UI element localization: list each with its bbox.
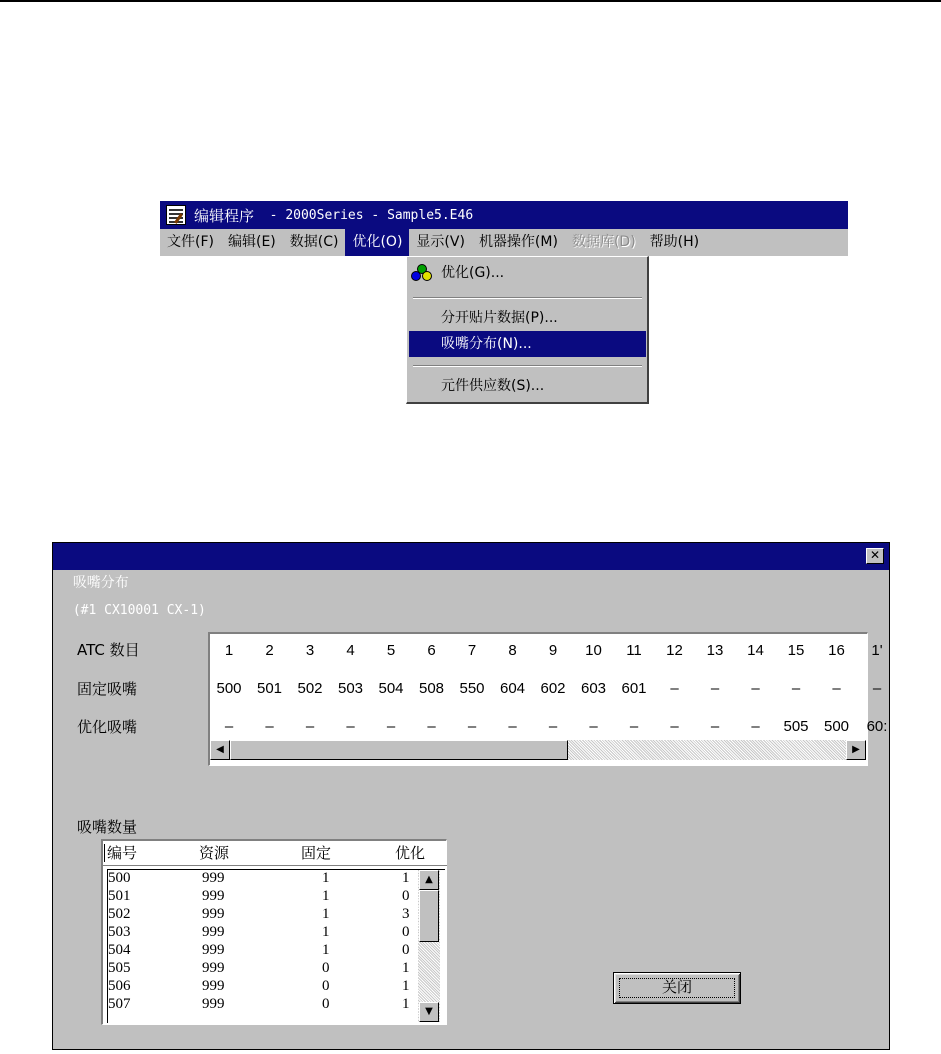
col-header-fixed[interactable]: 固定	[301, 844, 332, 862]
list-cell: 0	[322, 960, 330, 976]
atc-cell: 604	[499, 680, 526, 697]
fixed-nozzle-label: 固定吸嘴	[77, 680, 138, 698]
menu-separator	[413, 365, 642, 367]
menu-item-split-placement-data[interactable]	[409, 305, 646, 331]
edit-program-icon	[166, 205, 186, 225]
atc-cell: 501	[256, 680, 283, 697]
list-cell: 1	[322, 888, 330, 904]
editor-window	[160, 201, 848, 404]
nozzle-list-body[interactable]	[107, 869, 445, 1023]
atc-nozzle-grid	[208, 632, 888, 766]
horizontal-scrollbar[interactable]	[210, 740, 866, 760]
atc-cell: –	[751, 718, 760, 735]
menu-help[interactable]: 帮助(H)	[649, 234, 700, 250]
atc-cell: 504	[378, 680, 404, 697]
atc-cell: 10	[585, 642, 602, 659]
list-cell: 999	[202, 870, 225, 886]
atc-cell: 1	[224, 642, 234, 659]
atc-cell: –	[265, 718, 274, 735]
atc-cell: –	[670, 680, 679, 697]
list-item[interactable]	[108, 941, 428, 959]
list-item[interactable]	[108, 887, 428, 905]
atc-cell: –	[508, 718, 517, 735]
list-cell: 1	[402, 978, 410, 994]
list-cell: 999	[202, 978, 225, 994]
menu-item-nozzle-distribution[interactable]	[409, 331, 646, 357]
atc-cell: 16	[828, 642, 845, 659]
atc-cell: 601	[621, 680, 647, 697]
atc-cell: 15	[787, 642, 805, 659]
menu-item-split-label: 分开贴片数据(P)...	[441, 310, 558, 326]
atc-cell: –	[548, 718, 558, 735]
list-cell: 0	[402, 888, 410, 904]
list-item[interactable]	[108, 869, 428, 887]
list-cell: 999	[202, 942, 225, 958]
atc-cell: –	[710, 718, 720, 735]
list-cell: 3	[402, 906, 410, 922]
menu-item-component-supply[interactable]	[409, 373, 646, 399]
atc-cell: 503	[337, 680, 364, 697]
atc-cell: 6	[427, 642, 436, 659]
col-header-id[interactable]: 编号	[107, 841, 137, 865]
dialog-title-machine: (#1 CX10001 CX-1)	[72, 603, 206, 618]
menu-item-optimize[interactable]	[409, 260, 646, 286]
atc-cell: –	[751, 680, 760, 697]
scroll-right-icon[interactable]: ▶	[846, 740, 866, 760]
menu-separator	[413, 297, 642, 299]
atc-cell: –	[710, 680, 720, 697]
list-cell: 0	[402, 942, 410, 958]
vertical-scroll-thumb[interactable]	[419, 890, 439, 942]
list-cell: 999	[202, 888, 225, 904]
atc-cell: –	[305, 718, 315, 735]
atc-cell: –	[589, 718, 598, 735]
optimize-dropdown-menu	[406, 256, 649, 404]
atc-cell: 7	[467, 642, 477, 659]
atc-cell: –	[427, 718, 436, 735]
list-cell: 500	[108, 870, 131, 886]
nozzle-distribution-dialog	[52, 542, 890, 1050]
menu-item-nozzle-distribution-label: 吸嘴分布(N)...	[441, 336, 532, 352]
list-cell: 504	[108, 942, 131, 958]
list-item[interactable]	[108, 995, 428, 1013]
atc-number-label: ATC 数目	[77, 641, 140, 659]
list-item[interactable]	[108, 977, 428, 995]
atc-cell: –	[386, 718, 396, 735]
list-cell: 507	[108, 996, 131, 1012]
list-cell: 1	[402, 996, 410, 1012]
atc-cell: –	[832, 680, 841, 697]
list-cell: 1	[402, 960, 410, 976]
editor-menu-bar	[160, 229, 848, 256]
atc-cell: 13	[706, 642, 724, 659]
atc-number-row	[210, 640, 883, 662]
optimize-icon	[411, 264, 433, 282]
atc-cell: –	[224, 718, 234, 735]
list-cell: 999	[202, 924, 225, 940]
list-cell: 0	[322, 978, 330, 994]
menu-file[interactable]: 文件(F)	[167, 234, 214, 250]
list-item[interactable]	[108, 959, 428, 977]
menu-edit[interactable]: 编辑(E)	[227, 234, 276, 250]
atc-cell: 3	[305, 642, 315, 659]
atc-cell: 2	[265, 642, 274, 659]
menu-item-component-supply-label: 元件供应数(S)...	[441, 378, 545, 394]
page-top-rule	[0, 0, 941, 2]
list-cell: 999	[202, 960, 225, 976]
close-button[interactable]: 关闭	[613, 972, 741, 1004]
optimized-nozzle-row	[210, 716, 888, 738]
menu-database[interactable]: 数据库(D)	[571, 234, 636, 250]
atc-cell: 502	[297, 680, 323, 697]
atc-cell: 550	[459, 680, 485, 697]
list-cell: 999	[202, 996, 225, 1012]
list-cell: 505	[108, 960, 131, 976]
atc-cell: –	[872, 680, 882, 697]
atc-cell: 5	[386, 642, 396, 659]
list-cell: 1	[322, 870, 330, 886]
list-item[interactable]	[108, 905, 428, 923]
nozzle-count-label: 吸嘴数量	[77, 818, 138, 836]
list-item[interactable]	[108, 923, 428, 941]
scroll-up-icon[interactable]: ▲	[419, 870, 439, 890]
atc-cell: –	[670, 718, 679, 735]
scroll-left-icon[interactable]: ◀	[210, 740, 230, 760]
menu-data[interactable]: 数据(C)	[289, 234, 339, 250]
nozzle-list-header	[103, 841, 447, 866]
list-cell: 1	[322, 942, 330, 958]
list-cell: 1	[322, 924, 330, 940]
atc-cell: –	[346, 718, 355, 735]
atc-cell: 4	[346, 642, 355, 659]
scroll-down-icon[interactable]: ▼	[419, 1002, 439, 1022]
list-cell: 0	[322, 996, 330, 1012]
optimized-nozzle-label: 优化吸嘴	[77, 718, 138, 736]
list-cell: 1	[402, 870, 410, 886]
editor-title-bar	[160, 201, 848, 229]
dialog-close-icon[interactable]: ✕	[866, 548, 884, 564]
atc-cell: 1'	[871, 642, 883, 659]
atc-cell: 500	[823, 718, 850, 735]
atc-cell: 11	[626, 642, 642, 659]
vertical-scrollbar[interactable]	[418, 870, 440, 1022]
atc-cell: 60:	[866, 718, 888, 735]
editor-title: 编辑程序	[194, 206, 255, 225]
nozzle-count-list	[101, 839, 447, 1025]
atc-cell: 508	[418, 680, 445, 697]
atc-cell: 602	[540, 680, 566, 697]
list-cell: 506	[108, 978, 131, 994]
list-cell: 501	[108, 888, 131, 904]
atc-cell: –	[791, 680, 801, 697]
atc-cell: 14	[747, 642, 764, 659]
dialog-title: 吸嘴分布	[72, 575, 129, 591]
menu-optimize[interactable]: 优化(O)	[345, 229, 409, 256]
atc-cell: 8	[508, 642, 517, 659]
menu-machine-operation[interactable]: 机器操作(M)	[478, 234, 558, 250]
col-header-optimized[interactable]: 优化	[395, 844, 426, 862]
list-cell: 1	[322, 906, 330, 922]
editor-subtitle: - 2000Series - Sample5.E46	[254, 207, 474, 223]
fixed-nozzle-row	[210, 678, 882, 700]
atc-cell: 9	[548, 642, 558, 659]
horizontal-scroll-thumb[interactable]	[230, 740, 568, 760]
menu-display[interactable]: 显示(V)	[416, 234, 465, 250]
atc-cell: –	[629, 718, 639, 735]
atc-cell: 505	[783, 718, 809, 735]
list-cell: 503	[108, 924, 131, 940]
col-header-resource[interactable]: 资源	[199, 844, 230, 862]
list-cell: 0	[402, 924, 410, 940]
list-cell: 502	[108, 906, 131, 922]
menu-item-optimize-label: 优化(G)...	[441, 265, 505, 281]
atc-cell: 500	[216, 680, 242, 697]
atc-cell: 603	[580, 680, 607, 697]
atc-cell: 12	[666, 642, 683, 659]
dialog-title-bar	[53, 543, 889, 618]
atc-cell: –	[467, 718, 477, 735]
list-cell: 999	[202, 906, 225, 922]
